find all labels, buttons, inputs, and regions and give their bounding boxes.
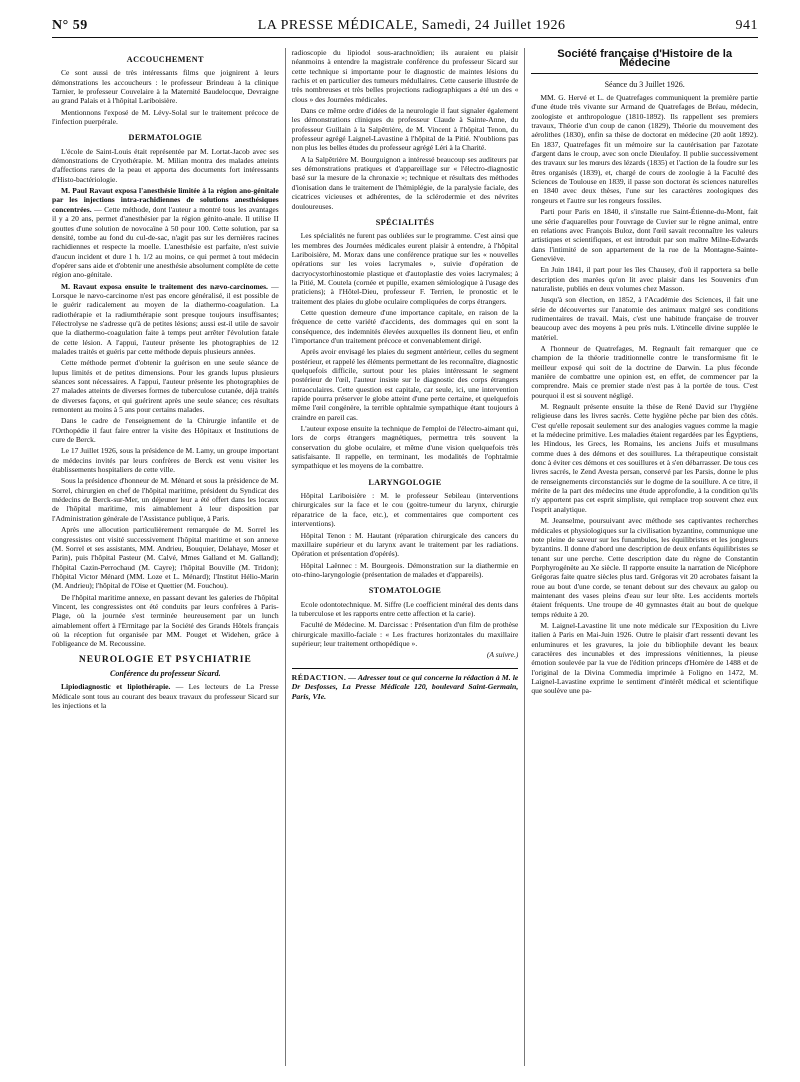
paragraph: Ce sont aussi de très intéressants films que joignirent à leurs démonstrations les accoucheurs : le professeur Brindeau à la clinique Tarnier, le professeur Couvelaire à la Maternité Baudelocque, Devraigne au grand Palais et à l'hôpital Lariboisière. [52, 68, 279, 106]
section-heading-laryngologie: LARYNGOLOGIE [368, 477, 442, 487]
paragraph: Hôpital Laënnec : M. Bourgeois. Démonstration sur la diathermie en oto-rhino-laryngologie (présentation de malades et d'appareils). [291, 560, 519, 579]
paragraph: Après une allocution particulièrement remarquée de M. Sorrel les congressistes ont visité successivement l'hôpital maritime et son annexe (M. Sorrel et ses assistants, MM. Andrieu, Bouquier, Delahaye, Moser et Parin), puis l'hôpital Pasteur (M. Calvé, Mmes Galland et M. Galland); l'hôpital Cazin-Perrochaud (M. Cayre); l'hôpital Bouville (M. Tridon); l'hôpital Victor Ménard (MM. Loze et L. Ménard); l'Institut Hélio-Marin (M. Andrieu); l'hôpital de l'Oise et Quettier (M. Fouchou). [52, 525, 279, 591]
notice-label: RÉDACTION. [291, 672, 347, 682]
journal-title: LA PRESSE MÉDICALE, Samedi, 24 Juillet 1926 [257, 18, 566, 33]
issue-number: N° 59 [52, 18, 88, 33]
paragraph-text: — Lorsque le nævo-carcinome n'est pas encore généralisé, il est possible de le guérir radicalement au moyen de la diathermo-coagulation. La radiothérapie et la radiumthérapie sont presque toujours insuffisantes; l'électrolyse ne s'adresse qu'à de petites lésions; aussi est-il utile de savoir que la diathermo-coagulation faite à temps peut arrêter l'évolution fatale de cette lésion. A l'appui, l'auteur présente les photographies de 12 malades traités et guéris par cette méthode depuis plusieurs années. [52, 281, 279, 356]
paragraph: Parti pour Paris en 1840, il s'installe rue Saint-Étienne-du-Mont, fait une série d'aquarelles pour l'ouvrage de Cuvier sur le règne animal, entre en relations avec François Buloz, dont l'œil savait reconnaître les valeurs artistiques et scientifiques, et est introduit par son maître Milne-Edwards dans l'intimité de son appartement de la rue de la Montagne-Sainte-Geneviève. [531, 207, 759, 263]
paragraph-text: — Cette méthode, dont l'auteur a montré tous les avantages il y a 20 ans, permet d'anesthésier par la région génito-anale. Il utilise II gouttes d'une solution de novocaïne à 50 pour 100. Cette solution, par sa densité, tombe au fond du cul-de-sac, n'agit pas sur les dernières racines rachidiennes et respecte la moelle. L'anesthésie est parfaite, n'est suivie d'aucun incident et dure 1 h. 1/2 au moins, ce qui permet à tout médecin d'opérer sans aide et d'obtenir une anesthésie absolument complète de cette région ano-génitale. [52, 204, 279, 280]
section-heading-accouchement: ACCOUCHEMENT [126, 55, 204, 64]
paragraph: Dans ce même ordre d'idées de la neurologie il faut signaler également les démonstrations cliniques du professeur Claude à Sainte-Anne, du professeur Guillain à la Salpêtrière, de M. Vincent à l'hôpital Tenon, du professeur agrégé Laignel-Lavastine à l'hôpital de la Pitié. N'oublions pas non plus les belles études du professeur agrégé Léri à la Charité. [291, 106, 519, 153]
paragraph: A la Salpêtrière M. Bourguignon a intéressé beaucoup ses auditeurs par ses démonstrations pratiques et d'appareillage sur « l'électro-diagnostic basé sur la mesure de la chronaxie »; technique et résultats des méthodes d'ionisation dans le traitement de l'hémiplégie, de la paralysie faciale, des cicatrices vicieuses et adhérentes, de la sclérodermie et des névrites douloureuses. [291, 154, 519, 211]
paragraph: Cette méthode permet d'obtenir la guérison en une seule séance de lupus limités et de petites dimensions. Pour les grands lupus plusieurs séances sont nécessaires. A l'appui, l'auteur présente les photographies de 27 malades atteints de diverses formes de tuberculose cutanée, déjà traités de diverses façons, et qui guérirent après une seule séance; ces résultats remontent au moins à 5 ans pour certains malades. [52, 358, 279, 415]
paragraph [52, 186, 279, 279]
paragraph: Faculté de Médecine. M. Darcissac : Présentation d'un film de prothèse chirurgicale maxillo-faciale : « Les fractures horizontales du maxillaire supérieur; leur traitement orthopédique ». [291, 620, 519, 648]
paragraph: De l'hôpital maritime annexe, en passant devant les galeries de l'hôpital Vincent, les congressistes ont été conduits par leurs confrères à Paris-Plage, où la journée s'est terminée heureusement par un lunch aimablement offert à l'Ermitage par la Société des Grands Hôtels français où la réception fut organisée par MM. Pouget et Widehen, grâce à l'obligeance de M. Recoussine. [52, 592, 279, 649]
column-3 [524, 48, 758, 1066]
subsection-heading: Conférence du professeur Sicard. [110, 668, 221, 678]
section-heading-dermatologie: DERMATOLOGIE [128, 133, 203, 143]
paragraph: Dans le cadre de l'enseignement de la Chirurgie infantile et de l'Orthopédie il faut faire entrer la visite des Hôpitaux et Institutions de cure de Berck. [52, 416, 279, 445]
paragraph: En Juin 1841, il part pour les îles Chausey, d'où il rapportera sa belle description des marées qu'on lit avec plaisir dans les Souvenirs d'un naturaliste, publiés en deux volumes chez Masson. [531, 265, 759, 293]
paragraph: Jusqu'à son élection, en 1852, à l'Académie des Sciences, il fait une série de découvertes sur l'anatomie des animaux malgré ses conditions rudimentaires de travail. Mais, c'est une habitude française de trouver beaucoup avec des moyens à peu près nuls. L'étincelle divine supplée le matériel. [531, 295, 759, 342]
section-heading-stomatologie: STOMATOLOGIE [368, 586, 442, 596]
paragraph: L'école de Saint-Louis était représentée par M. Lortat-Jacob avec ses démonstrations de Cryothérapie. M. Milian montra des malades atteints d'affections rares de la peau et apporta des documents fort intéressants d'Histo-bactériologie. [52, 146, 279, 184]
paragraph: Hôpital Tenon : M. Hautant (réparation chirurgicale des cancers du maxillaire supérieur et du larynx avant le traitement par les radiations. Opération et présentation d'opérés). [291, 530, 519, 559]
society-title: Société française d'Histoire de la Médecine [531, 48, 758, 74]
paragraph-lead: M. Paul Ravaut exposa l'anesthésie limitée à la région ano-génitale par les injections intra-rachidiennes de solutions anesthésiques concentrées. [52, 186, 279, 214]
paragraph [52, 282, 279, 357]
paragraph: Mentionnons l'exposé de M. Lévy-Solal sur le traitement précoce de l'infection puerpérale. [52, 107, 279, 127]
column-1 [52, 48, 279, 1066]
paragraph: A l'honneur de Quatrefages, M. Regnault fait remarquer que ce champion de la théorie traditionnelle contre le transformisme fit le meilleur exposé qui soit de la doctrine de Darwin. La plus féconde manière de combattre une opinion est, en effet, de commencer par la comprendre. Mais ce premier stade n'est pas à la portée de tous. C'est pourquoi il est si souvent négligé. [531, 343, 759, 400]
paragraph: Hôpital Lariboisière : M. le professeur Sebileau (interventions chirurgicales sur la face et le cou (goitre-tumeur du larynx, chirurgie réparatrice de la face, etc.), et commentaires que comportent ces interventions). [291, 491, 519, 529]
paragraph: L'auteur expose ensuite la technique de l'emploi de l'électro-aimant qui, lors de corps étrangers magnétiques, permettra très souvent la conservation du globe oculaire, et même d'une vision quelquefois très satisfaisante. Il rappelle, en terminant, les modalités de l'ophtalmie sympathique et les moyens de la combattre. [291, 424, 519, 471]
paragraph: Ecole odontotechnique. M. Siffre (Le coefficient minéral des dents dans la tuberculose et les rapports entre cette affection et la carie). [291, 599, 519, 618]
paragraph: Cette question demeure d'une importance capitale, en raison de la fréquence de cette variété d'accidents, des dommages qui en sont la conséquence, des indemnités élevées auxquelles ils donnent lieu, et enfin l'importance d'un traitement précoce et convenablement dirigé. [291, 307, 519, 345]
paragraph [52, 682, 279, 710]
paragraph: M. Regnault présente ensuite la thèse de René David sur l'hygiène religieuse dans les livres sacrés. Cette hygiène pèche par bien des côtés. C'est qu'elle reposait seulement sur des analogies vagues comme la magie et la médecine primitive. Les maladies étaient regardées par les Égyptiens, les Hindous, les Grecs, les Romains, les anciens Juifs et musulmans comme dues à des démons et des souillures. La thérapeutique consistait donc à éviter ces démons et ces souillures et à s'en débarrasser. De tous ces livres sacrés, le Zend Avesta persan, conservé par les Parsis, donne le plus de renseignements circonstanciés sur le dogme de la souillure. A ce titre, il mérite de la part des médecins une étude approfondie, à la condition qu'ils n'y apportent pas cet esprit simpliste, qui remplace trop souvent chez eux l'esprit analytique. [531, 402, 759, 514]
paragraph-lead: Lipiodiagnostic et lipiothérapie. [61, 682, 171, 692]
paragraph: radioscopie du lipiodol sous-arachnoïdien; ils auraient eu plaisir néanmoins à entendre la magistrale conférence du professeur Sicard sur cette technique si importante pour le diagnostic de maintes lésions du rachis et en particulier des tumeurs médullaires. Cette causerie illustrée de très nombreuses et très belles projections radiographiques a été un des « clous » des Journées médicales. [291, 48, 519, 104]
paragraph: Les spécialités ne furent pas oubliées sur le programme. C'est ainsi que les membres des Journées médicales eurent plaisir à entendre, à l'hôpital Lariboisière, M. Morax dans une conférence pratique sur les « nouvelles opérations sur les voies lacrymales », suivie d'opération de dacryocystorhinostomie plastique et d'autoplastie des voies lacrymales; à la Pitié, M. Coutela (cornée et pupille, examen sémiologique à l'usage des praticiens); à l'Hôtel-Dieu, professeur F. Terrien, le pronostic et le traitement des plaies du globe oculaire compliquées de corps étrangers. [291, 231, 519, 306]
notice-text: — Adresser tout ce qui concerne la rédaction à M. le Dr Desfosses, La Presse Médicale 120, boulevard Saint-Germain, Paris, VIe. [291, 672, 519, 701]
paragraph: MM. G. Hervé et L. de Quatrefages communiquent la première partie d'une étude très vivante sur Armand de Quatrefages de Bréau, médecin, zoologiste et anthropologue (1810-1892). Ils rappellent ses premiers travaux, Théorie d'un coup de canon (1829), Théorie du mouvement des aérolithes (1830), enfin sa thèse de doctorat en médecine (20 août 1892). En 1837, Quatrefages fit un mémoire sur la cautérisation par l'azotate d'argent dans le croup, avec son oncle Dieulafoy. Il publie successivement des travaux sur les mœurs des lézards (1835) et l'action de la foudre sur les êtres organisés (1839), et, chargé de cours de zoologie à la Faculté des Sciences de Toulouse en 1839, il passe son doctorat ès sciences naturelles en 1840 avec deux thèses, l'une sur les caractères zoologiques des rongeurs et l'autre sur les rongeurs fossiles. [531, 93, 759, 205]
paragraph: Sous la présidence d'honneur de M. Ménard et sous la présidence de M. Sorrel, chirurgien en chef de l'hôpital maritime, président du Syndicat des médecins de Berck-sur-Mer, un déjeuner leur a été offert dans les locaux de l'hôpital maritime, mis aimablement à leur disposition par l'Administration générale de l'Assistance publique, à Paris. [52, 476, 279, 523]
paragraph-lead: M. Ravaut exposa ensuite le traitement des nævo-carcinomes. [61, 281, 268, 291]
paragraph-text: — Les lecteurs de La Presse Médicale sont tous au courant des beaux travaux du professeur Sicard sur les injections et la [52, 682, 279, 710]
page-header [52, 18, 758, 38]
columns [52, 48, 758, 1066]
page-number: 941 [735, 18, 758, 33]
section-heading-neurologie: NEUROLOGIE ET PSYCHIATRIE [78, 654, 252, 665]
paragraph: Le 17 Juillet 1926, sous la présidence de M. Lamy, un groupe important de médecins invités par leurs confrères de Berck est venu visiter les établissements hospitaliers de cette ville. [52, 446, 279, 475]
section-heading-specialites: SPÉCIALITÉS [375, 217, 435, 227]
paragraph: M. Laignel-Lavastine lit une note médicale sur l'Exposition du Livre italien à Paris en Mai-Juin 1926. Outre le plaisir d'art ressenti devant les enluminures et les gravures, la joie du bibliophile devant les beaux caractères des incunables et des impressions vénitiennes, la pieuse émotion soulevée par la vue de l'édition princeps d'Homère de 1488 et de l'original de la Divina Commedia imprimée à Foligno en 1472, M. Laignel-Lavastine exprime le sentiment d'intérêt médical et scientifique que soulève une pa- [531, 620, 759, 696]
to-be-continued: (A suivre.) [486, 650, 519, 660]
editorial-notice [292, 668, 519, 702]
paragraph: Après avoir envisagé les plaies du segment antérieur, celles du segment postérieur, et rappelé les éléments permettant de les reconnaître, diagnostic quelquefois difficile, surtout pour les plaies intéressant le segment postérieur de l'œil, l'auteur insiste sur le diagnostic des corps étrangers intraoculaires. Cette question est capitale, car seule, ici, une intervention rapide pourra préserver le globe atteint d'une perte certaine, et quelquefois même l'œil congénère, la terrible ophtalmie sympathique étant toujours à craindre en pareil cas. [291, 347, 519, 422]
session-date: Séance du 3 Juillet 1926. [604, 79, 685, 89]
paragraph: M. Jeanselme, poursuivant avec méthode ses captivantes recherches médicales et physiologiques sur la civilisation byzantine, communique une note pleine de saveur sur les funambules, les équilibristes et les jongleurs byzantins. Il donne d'abord une description de deux enfants équilibristes se tenant sur une perche. Cette description date du règne de Constantin Porphyrogénète au Xe siècle. Il rapporte ensuite la narration de Nicéphore Grégoras faite quatre siècles plus tard. Grégoras vit 20 acrobates faisant la roue au bout d'une corde, se tenant debout sur des chevaux au galop ou maintenant des vases pleins d'eau sur leur tête. Les accidents mortels étaient fréquents. Une troupe de 40 gymnastes était au bout de quelque temps réduite à 20. [531, 516, 759, 619]
column-2 [285, 48, 519, 1066]
